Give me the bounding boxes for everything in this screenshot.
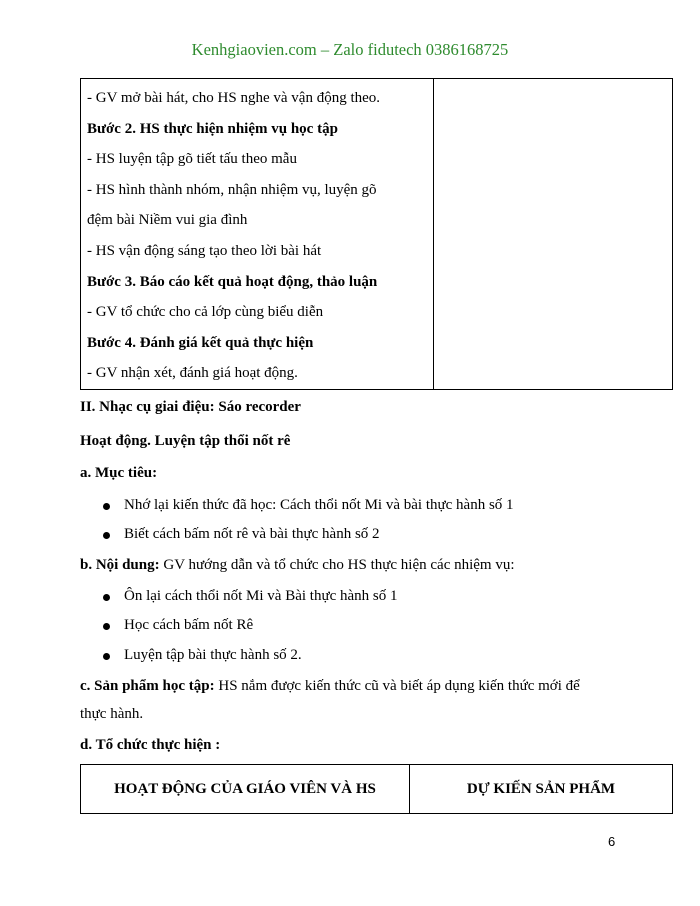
table-line: - HS luyện tập gõ tiết tấu theo mẫu bbox=[87, 151, 297, 168]
activity-title: Hoạt động. Luyện tập thổi nốt rê bbox=[80, 433, 291, 449]
task-item: Học cách bấm nốt Rê bbox=[124, 617, 254, 633]
content-text: GV hướng dẫn và tổ chức cho HS thực hiện các nhiệm vụ: bbox=[159, 557, 515, 573]
content-label: b. Nội dung: bbox=[80, 557, 160, 573]
section-title: II. Nhạc cụ giai điệu: Sáo recorder bbox=[80, 399, 301, 415]
product-text-continued: thực hành. bbox=[80, 706, 144, 722]
task-item: Ôn lại cách thổi nốt Mi và Bài thực hành số 1 bbox=[124, 588, 398, 604]
column-header-activity: HOẠT ĐỘNG CỦA GIÁO VIÊN VÀ HS bbox=[81, 765, 410, 814]
table-line: - GV mở bài hát, cho HS nghe và vận động theo. bbox=[87, 90, 381, 106]
table-line: - HS hình thành nhóm, nhận nhiệm vụ, luyện gõ bbox=[87, 181, 377, 198]
organize-table bbox=[80, 764, 673, 814]
objective-label: a. Mục tiêu: bbox=[80, 465, 158, 481]
column-header-product: DỰ KIẾN SẢN PHẨM bbox=[410, 765, 673, 814]
bullet bbox=[103, 594, 110, 601]
product-paragraph bbox=[80, 678, 580, 695]
step-heading: Bước 3. Báo cáo kết quả hoạt động, thảo luận bbox=[87, 273, 378, 290]
table-line: - GV nhận xét, đánh giá hoạt động. bbox=[87, 365, 298, 382]
table-line: - HS vận động sáng tạo theo lời bài hát bbox=[87, 242, 322, 259]
objective-item: Biết cách bấm nốt rê và bài thực hành số 2 bbox=[124, 526, 380, 542]
product-text: HS nắm được kiến thức cũ và biết áp dụng kiến thức mới để bbox=[214, 678, 580, 694]
table-line: - GV tổ chức cho cả lớp cùng biểu diễn bbox=[87, 304, 324, 321]
product-label: c. Sản phẩm học tập: bbox=[80, 678, 215, 694]
step-heading: Bước 2. HS thực hiện nhiệm vụ học tập bbox=[87, 120, 338, 137]
content-paragraph bbox=[80, 557, 515, 574]
page-header: Kenhgiaovien.com – Zalo fidutech 0386168725 bbox=[191, 40, 509, 59]
page-number: 6 bbox=[608, 834, 616, 849]
organize-label: d. Tổ chức thực hiện : bbox=[80, 737, 221, 753]
table-line: đệm bài Niềm vui gia đình bbox=[87, 212, 248, 229]
expected-product-column bbox=[434, 79, 673, 390]
step-heading: Bước 4. Đánh giá kết quả thực hiện bbox=[87, 334, 314, 351]
bullet bbox=[103, 532, 110, 539]
bullet bbox=[103, 623, 110, 630]
bullet bbox=[103, 653, 110, 660]
teacher-student-column bbox=[81, 79, 434, 390]
activity-table bbox=[80, 78, 673, 390]
objective-item: Nhớ lại kiến thức đã học: Cách thổi nốt Mi và bài thực hành số 1 bbox=[124, 497, 514, 513]
task-item: Luyện tập bài thực hành số 2. bbox=[124, 647, 302, 663]
bullet bbox=[103, 503, 110, 510]
